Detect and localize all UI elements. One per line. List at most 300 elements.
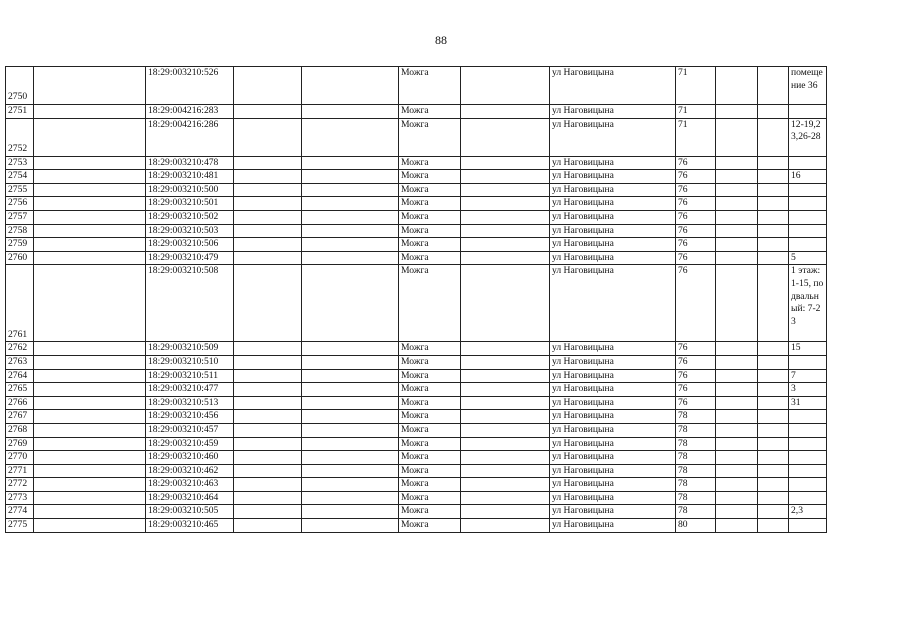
- empty-cell: [302, 265, 399, 342]
- cadastral-number-cell: 18:29:003210:509: [146, 342, 234, 356]
- empty-cell: [716, 156, 758, 170]
- city-cell: Можга: [399, 183, 461, 197]
- street-cell: ул Наговицына: [550, 383, 676, 397]
- empty-cell: [234, 238, 302, 252]
- table-row: [6, 383, 827, 397]
- house-number-cell: 76: [676, 396, 716, 410]
- empty-cell: [302, 410, 399, 424]
- street-cell: ул Наговицына: [550, 105, 676, 119]
- empty-cell: [461, 451, 550, 465]
- empty-cell: [302, 451, 399, 465]
- cadastral-number-cell: 18:29:003210:502: [146, 210, 234, 224]
- empty-cell: [758, 342, 789, 356]
- table-row: [6, 478, 827, 492]
- rooms-cell: [789, 238, 827, 252]
- empty-cell: [461, 464, 550, 478]
- empty-cell: [34, 156, 146, 170]
- empty-cell: [302, 210, 399, 224]
- city-cell: Можга: [399, 410, 461, 424]
- empty-cell: [461, 491, 550, 505]
- city-cell: Можга: [399, 437, 461, 451]
- empty-cell: [716, 105, 758, 119]
- row-number-cell: 2759: [6, 238, 34, 252]
- empty-cell: [461, 519, 550, 533]
- empty-cell: [34, 396, 146, 410]
- house-number-cell: 71: [676, 67, 716, 105]
- street-cell: ул Наговицына: [550, 505, 676, 519]
- empty-cell: [461, 265, 550, 342]
- street-cell: ул Наговицына: [550, 369, 676, 383]
- rooms-cell: [789, 355, 827, 369]
- city-cell: Можга: [399, 478, 461, 492]
- empty-cell: [34, 251, 146, 265]
- table-row: [6, 265, 827, 342]
- row-number-cell: 2753: [6, 156, 34, 170]
- row-number-cell: 2754: [6, 170, 34, 184]
- city-cell: Можга: [399, 423, 461, 437]
- empty-cell: [758, 224, 789, 238]
- empty-cell: [461, 67, 550, 105]
- city-cell: Можга: [399, 265, 461, 342]
- cadastral-number-cell: 18:29:003210:478: [146, 156, 234, 170]
- empty-cell: [302, 67, 399, 105]
- cadastral-number-cell: 18:29:003210:510: [146, 355, 234, 369]
- empty-cell: [302, 170, 399, 184]
- house-number-cell: 76: [676, 265, 716, 342]
- empty-cell: [716, 383, 758, 397]
- row-number-cell: 2761: [6, 265, 34, 342]
- table-row: [6, 505, 827, 519]
- street-cell: ул Наговицына: [550, 251, 676, 265]
- house-number-cell: 76: [676, 238, 716, 252]
- city-cell: Можга: [399, 224, 461, 238]
- empty-cell: [758, 67, 789, 105]
- city-cell: Можга: [399, 451, 461, 465]
- rooms-cell: [789, 437, 827, 451]
- empty-cell: [234, 437, 302, 451]
- empty-cell: [302, 238, 399, 252]
- empty-cell: [461, 224, 550, 238]
- house-number-cell: 71: [676, 105, 716, 119]
- empty-cell: [302, 197, 399, 211]
- registry-table: [5, 66, 827, 533]
- row-number-cell: 2771: [6, 464, 34, 478]
- empty-cell: [302, 342, 399, 356]
- empty-cell: [34, 491, 146, 505]
- house-number-cell: 76: [676, 210, 716, 224]
- street-cell: ул Наговицына: [550, 342, 676, 356]
- row-number-cell: 2773: [6, 491, 34, 505]
- empty-cell: [302, 464, 399, 478]
- city-cell: Можга: [399, 238, 461, 252]
- street-cell: ул Наговицына: [550, 265, 676, 342]
- house-number-cell: 78: [676, 478, 716, 492]
- empty-cell: [34, 464, 146, 478]
- empty-cell: [302, 383, 399, 397]
- empty-cell: [716, 118, 758, 156]
- empty-cell: [461, 478, 550, 492]
- empty-cell: [461, 105, 550, 119]
- house-number-cell: 76: [676, 383, 716, 397]
- row-number-cell: 2774: [6, 505, 34, 519]
- city-cell: Можга: [399, 197, 461, 211]
- rooms-cell: помещение 36: [789, 67, 827, 105]
- rooms-cell: [789, 105, 827, 119]
- empty-cell: [234, 170, 302, 184]
- empty-cell: [716, 369, 758, 383]
- table-row: [6, 156, 827, 170]
- table-row: [6, 437, 827, 451]
- empty-cell: [302, 105, 399, 119]
- cadastral-number-cell: 18:29:003210:503: [146, 224, 234, 238]
- empty-cell: [34, 519, 146, 533]
- empty-cell: [758, 369, 789, 383]
- street-cell: ул Наговицына: [550, 238, 676, 252]
- empty-cell: [234, 183, 302, 197]
- row-number-cell: 2772: [6, 478, 34, 492]
- empty-cell: [758, 118, 789, 156]
- empty-cell: [716, 451, 758, 465]
- row-number-cell: 2757: [6, 210, 34, 224]
- cadastral-number-cell: 18:29:003210:465: [146, 519, 234, 533]
- street-cell: ул Наговицына: [550, 355, 676, 369]
- empty-cell: [758, 156, 789, 170]
- row-number-cell: 2764: [6, 369, 34, 383]
- empty-cell: [234, 396, 302, 410]
- cadastral-number-cell: 18:29:003210:464: [146, 491, 234, 505]
- empty-cell: [34, 423, 146, 437]
- table-row: [6, 396, 827, 410]
- empty-cell: [302, 369, 399, 383]
- empty-cell: [34, 369, 146, 383]
- house-number-cell: 76: [676, 170, 716, 184]
- rooms-cell: 16: [789, 170, 827, 184]
- empty-cell: [34, 67, 146, 105]
- cadastral-number-cell: 18:29:003210:513: [146, 396, 234, 410]
- row-number-cell: 2769: [6, 437, 34, 451]
- empty-cell: [302, 478, 399, 492]
- empty-cell: [34, 451, 146, 465]
- row-number-cell: 2763: [6, 355, 34, 369]
- empty-cell: [34, 210, 146, 224]
- empty-cell: [302, 519, 399, 533]
- empty-cell: [716, 355, 758, 369]
- table-row: [6, 451, 827, 465]
- city-cell: Можга: [399, 396, 461, 410]
- cadastral-number-cell: 18:29:003210:463: [146, 478, 234, 492]
- street-cell: ул Наговицына: [550, 224, 676, 238]
- empty-cell: [234, 251, 302, 265]
- house-number-cell: 78: [676, 505, 716, 519]
- row-number-cell: 2751: [6, 105, 34, 119]
- empty-cell: [758, 210, 789, 224]
- house-number-cell: 78: [676, 437, 716, 451]
- house-number-cell: 76: [676, 355, 716, 369]
- street-cell: ул Наговицына: [550, 67, 676, 105]
- street-cell: ул Наговицына: [550, 396, 676, 410]
- empty-cell: [758, 197, 789, 211]
- cadastral-number-cell: 18:29:003210:511: [146, 369, 234, 383]
- empty-cell: [302, 355, 399, 369]
- cadastral-number-cell: 18:29:003210:506: [146, 238, 234, 252]
- cadastral-number-cell: 18:29:003210:456: [146, 410, 234, 424]
- table-row: [6, 410, 827, 424]
- row-number-cell: 2760: [6, 251, 34, 265]
- empty-cell: [716, 67, 758, 105]
- row-number-cell: 2755: [6, 183, 34, 197]
- empty-cell: [716, 210, 758, 224]
- table-row: [6, 464, 827, 478]
- empty-cell: [716, 519, 758, 533]
- empty-cell: [234, 118, 302, 156]
- empty-cell: [302, 224, 399, 238]
- table-row: [6, 238, 827, 252]
- empty-cell: [461, 197, 550, 211]
- house-number-cell: 76: [676, 251, 716, 265]
- rooms-cell: [789, 210, 827, 224]
- rooms-cell: 3: [789, 383, 827, 397]
- city-cell: Можга: [399, 464, 461, 478]
- empty-cell: [234, 342, 302, 356]
- city-cell: Можга: [399, 505, 461, 519]
- empty-cell: [234, 464, 302, 478]
- city-cell: Можга: [399, 210, 461, 224]
- empty-cell: [302, 118, 399, 156]
- empty-cell: [758, 251, 789, 265]
- empty-cell: [758, 491, 789, 505]
- row-number-cell: 2770: [6, 451, 34, 465]
- cadastral-number-cell: 18:29:003210:457: [146, 423, 234, 437]
- city-cell: Можга: [399, 105, 461, 119]
- table-row: [6, 118, 827, 156]
- street-cell: ул Наговицына: [550, 118, 676, 156]
- empty-cell: [758, 265, 789, 342]
- empty-cell: [461, 437, 550, 451]
- empty-cell: [302, 437, 399, 451]
- cadastral-number-cell: 18:29:003210:481: [146, 170, 234, 184]
- empty-cell: [34, 437, 146, 451]
- row-number-cell: 2775: [6, 519, 34, 533]
- empty-cell: [34, 342, 146, 356]
- empty-cell: [234, 410, 302, 424]
- house-number-cell: 76: [676, 156, 716, 170]
- empty-cell: [234, 67, 302, 105]
- cadastral-number-cell: 18:29:004216:286: [146, 118, 234, 156]
- empty-cell: [716, 478, 758, 492]
- table-row: [6, 197, 827, 211]
- empty-cell: [758, 505, 789, 519]
- city-cell: Можга: [399, 491, 461, 505]
- house-number-cell: 76: [676, 183, 716, 197]
- empty-cell: [716, 251, 758, 265]
- house-number-cell: 78: [676, 464, 716, 478]
- rooms-cell: [789, 478, 827, 492]
- rooms-cell: 1 этаж: 1-15, подвальный: 7-23: [789, 265, 827, 342]
- empty-cell: [34, 265, 146, 342]
- row-number-cell: 2758: [6, 224, 34, 238]
- cadastral-number-cell: 18:29:003210:462: [146, 464, 234, 478]
- street-cell: ул Наговицына: [550, 410, 676, 424]
- empty-cell: [34, 505, 146, 519]
- house-number-cell: 78: [676, 410, 716, 424]
- city-cell: Можга: [399, 383, 461, 397]
- house-number-cell: 78: [676, 491, 716, 505]
- rooms-cell: [789, 423, 827, 437]
- empty-cell: [302, 396, 399, 410]
- empty-cell: [461, 210, 550, 224]
- house-number-cell: 76: [676, 224, 716, 238]
- rooms-cell: 2,3: [789, 505, 827, 519]
- table-row: [6, 210, 827, 224]
- empty-cell: [461, 156, 550, 170]
- cadastral-number-cell: 18:29:003210:500: [146, 183, 234, 197]
- cadastral-number-cell: 18:29:003210:526: [146, 67, 234, 105]
- empty-cell: [34, 118, 146, 156]
- empty-cell: [758, 478, 789, 492]
- table-row: [6, 105, 827, 119]
- city-cell: Можга: [399, 170, 461, 184]
- house-number-cell: 78: [676, 451, 716, 465]
- empty-cell: [716, 342, 758, 356]
- city-cell: Можга: [399, 67, 461, 105]
- cadastral-number-cell: 18:29:003210:459: [146, 437, 234, 451]
- empty-cell: [716, 437, 758, 451]
- street-cell: ул Наговицына: [550, 478, 676, 492]
- house-number-cell: 76: [676, 369, 716, 383]
- empty-cell: [34, 383, 146, 397]
- registry-body: [6, 67, 827, 533]
- city-cell: Можга: [399, 369, 461, 383]
- empty-cell: [34, 170, 146, 184]
- city-cell: Можга: [399, 118, 461, 156]
- street-cell: ул Наговицына: [550, 170, 676, 184]
- house-number-cell: 76: [676, 197, 716, 211]
- empty-cell: [758, 396, 789, 410]
- empty-cell: [716, 396, 758, 410]
- rooms-cell: 15: [789, 342, 827, 356]
- row-number-cell: 2765: [6, 383, 34, 397]
- empty-cell: [34, 478, 146, 492]
- cadastral-number-cell: 18:29:004216:283: [146, 105, 234, 119]
- empty-cell: [302, 183, 399, 197]
- empty-cell: [716, 197, 758, 211]
- house-number-cell: 78: [676, 423, 716, 437]
- empty-cell: [34, 197, 146, 211]
- street-cell: ул Наговицына: [550, 423, 676, 437]
- empty-cell: [234, 265, 302, 342]
- empty-cell: [461, 355, 550, 369]
- empty-cell: [758, 451, 789, 465]
- street-cell: ул Наговицына: [550, 183, 676, 197]
- rooms-cell: [789, 197, 827, 211]
- empty-cell: [461, 369, 550, 383]
- empty-cell: [461, 183, 550, 197]
- table-row: [6, 355, 827, 369]
- street-cell: ул Наговицына: [550, 156, 676, 170]
- empty-cell: [234, 156, 302, 170]
- empty-cell: [234, 197, 302, 211]
- house-number-cell: 80: [676, 519, 716, 533]
- empty-cell: [302, 156, 399, 170]
- cadastral-number-cell: 18:29:003210:505: [146, 505, 234, 519]
- empty-cell: [234, 519, 302, 533]
- empty-cell: [716, 183, 758, 197]
- empty-cell: [461, 505, 550, 519]
- empty-cell: [716, 491, 758, 505]
- empty-cell: [302, 423, 399, 437]
- rooms-cell: [789, 451, 827, 465]
- row-number-cell: 2762: [6, 342, 34, 356]
- empty-cell: [234, 491, 302, 505]
- table-row: [6, 224, 827, 238]
- cadastral-number-cell: 18:29:003210:460: [146, 451, 234, 465]
- empty-cell: [716, 238, 758, 252]
- row-number-cell: 2756: [6, 197, 34, 211]
- empty-cell: [234, 224, 302, 238]
- empty-cell: [716, 505, 758, 519]
- empty-cell: [34, 238, 146, 252]
- row-number-cell: 2768: [6, 423, 34, 437]
- empty-cell: [758, 383, 789, 397]
- table-row: [6, 67, 827, 105]
- street-cell: ул Наговицына: [550, 491, 676, 505]
- empty-cell: [461, 383, 550, 397]
- empty-cell: [758, 183, 789, 197]
- empty-cell: [461, 251, 550, 265]
- empty-cell: [461, 396, 550, 410]
- rooms-cell: 7: [789, 369, 827, 383]
- empty-cell: [234, 451, 302, 465]
- rooms-cell: [789, 224, 827, 238]
- empty-cell: [461, 423, 550, 437]
- table-row: [6, 369, 827, 383]
- empty-cell: [34, 410, 146, 424]
- empty-cell: [758, 423, 789, 437]
- city-cell: Можга: [399, 519, 461, 533]
- empty-cell: [34, 355, 146, 369]
- empty-cell: [461, 238, 550, 252]
- house-number-cell: 71: [676, 118, 716, 156]
- rooms-cell: [789, 464, 827, 478]
- street-cell: ул Наговицына: [550, 464, 676, 478]
- cadastral-number-cell: 18:29:003210:479: [146, 251, 234, 265]
- house-number-cell: 76: [676, 342, 716, 356]
- empty-cell: [234, 383, 302, 397]
- table-row: [6, 519, 827, 533]
- empty-cell: [234, 369, 302, 383]
- row-number-cell: 2767: [6, 410, 34, 424]
- empty-cell: [758, 437, 789, 451]
- empty-cell: [758, 170, 789, 184]
- empty-cell: [758, 105, 789, 119]
- empty-cell: [716, 224, 758, 238]
- table-row: [6, 342, 827, 356]
- street-cell: ул Наговицына: [550, 437, 676, 451]
- empty-cell: [234, 355, 302, 369]
- table-row: [6, 183, 827, 197]
- empty-cell: [716, 410, 758, 424]
- rooms-cell: [789, 183, 827, 197]
- city-cell: Можга: [399, 251, 461, 265]
- rooms-cell: [789, 491, 827, 505]
- empty-cell: [716, 423, 758, 437]
- cadastral-number-cell: 18:29:003210:477: [146, 383, 234, 397]
- city-cell: Можга: [399, 156, 461, 170]
- empty-cell: [234, 505, 302, 519]
- empty-cell: [34, 105, 146, 119]
- cadastral-number-cell: 18:29:003210:501: [146, 197, 234, 211]
- empty-cell: [461, 342, 550, 356]
